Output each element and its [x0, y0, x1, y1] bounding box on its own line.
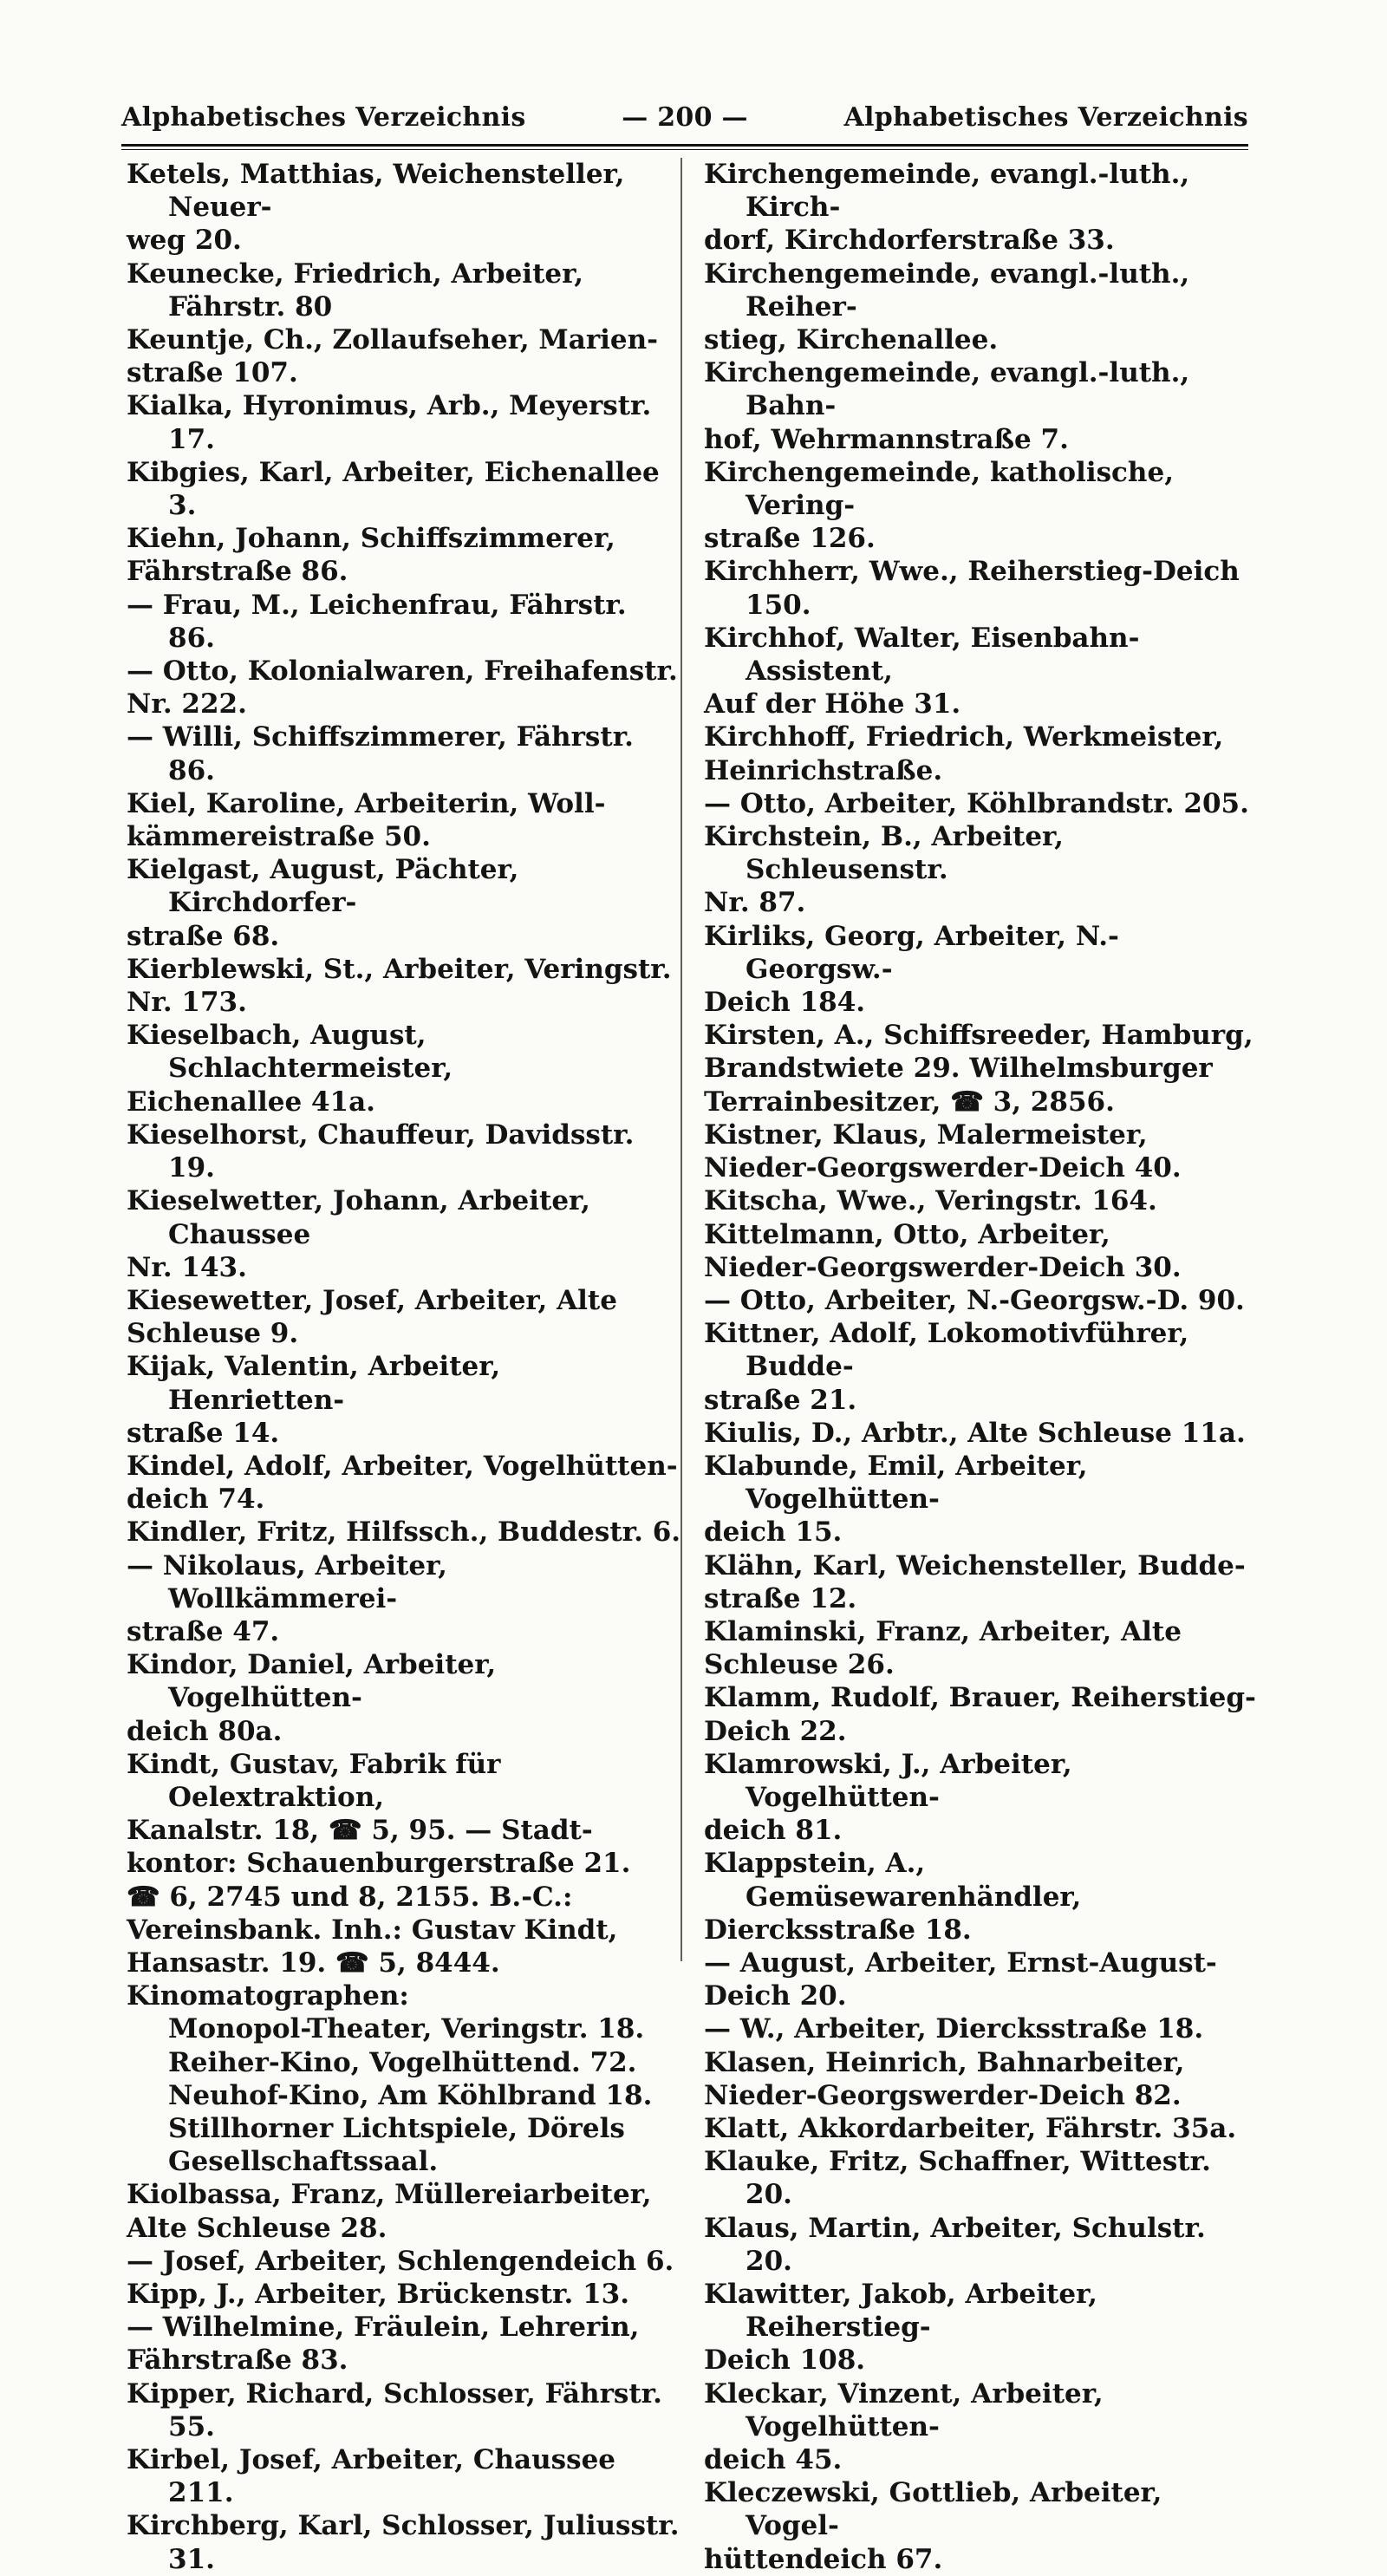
entry-line: straße 14. [127, 1417, 280, 1449]
entry-line: Kirchhof, Walter, Eisenbahn-Assistent, [704, 622, 1140, 688]
entry-line: straße 126. [704, 523, 876, 555]
entry-line: deich 81. [704, 1815, 843, 1847]
directory-entry [704, 1450, 1259, 1549]
directory-entry [127, 522, 681, 588]
left-column [127, 158, 681, 2576]
directory-entry [127, 2377, 681, 2443]
entry-line: Nr. 222. [127, 688, 247, 721]
directory-entry [127, 655, 681, 721]
entry-line: Heinrichstraße. [704, 754, 943, 786]
directory-entry [127, 2079, 681, 2112]
directory-entry [704, 1317, 1259, 1417]
entry-line: Deich 184. [704, 987, 866, 1019]
entry-line: Fährstraße 83. [127, 2344, 348, 2377]
entry-line: Kialka, Hyronimus, Arb., Meyerstr. 17. [127, 390, 652, 455]
directory-entry [704, 1681, 1259, 1747]
entry-line: Klawitter, Jakob, Arbeiter, Reiherstieg- [704, 2279, 1097, 2344]
entry-line: Schleuse 9. [127, 1318, 299, 1350]
directory-entry [704, 1947, 1259, 2012]
directory-entry [704, 1417, 1259, 1450]
entry-line: — Willi, Schiffszimmerer, Fährstr. 86. [127, 721, 634, 786]
directory-entry [127, 1748, 681, 1979]
directory-entry [127, 2112, 681, 2178]
header-right-title: Alphabetisches Verzeichnis [843, 102, 1248, 133]
entry-line: Kirchberg, Karl, Schlosser, Juliusstr. 31. [127, 2510, 680, 2575]
directory-entry [704, 2278, 1259, 2377]
directory-entry [127, 1284, 681, 1350]
entry-line: Nr. 173. [127, 987, 247, 1019]
entry-line: Kirchengemeinde, evangl.-luth., Reiher- [704, 258, 1190, 323]
entry-line: Deich 20. [704, 1980, 847, 2012]
entry-line: Kirchhoff, Friedrich, Werkmeister, [704, 721, 1224, 753]
entry-line: Auf der Höhe 31. [704, 688, 961, 721]
entry-line: Kiehn, Johann, Schiffszimmerer, [127, 523, 615, 555]
entry-line: Kanalstr. 18, ☎ 5, 95. — Stadt- [127, 1815, 593, 1847]
entry-line: Kirchstein, B., Arbeiter, Schleusenstr. [704, 821, 1064, 886]
entry-line: — W., Arbeiter, Diercksstraße 18. [704, 2013, 1204, 2045]
entry-line: Kittelmann, Otto, Arbeiter, [704, 1218, 1110, 1250]
entry-line: Ketels, Matthias, Weichensteller, Neuer- [127, 159, 625, 224]
entry-line: Reiher-Kino, Vogelhüttend. 72. [168, 2046, 637, 2078]
header-rule-thin [121, 149, 1248, 150]
entry-line: — August, Arbeiter, Ernst-August- [704, 1947, 1217, 1979]
entry-line: Kindor, Daniel, Arbeiter, Vogelhütten- [127, 1649, 497, 1714]
directory-entry [704, 787, 1259, 820]
entry-line: Kipper, Richard, Schlosser, Fährstr. 55. [127, 2377, 662, 2442]
directory-entry [704, 721, 1259, 786]
entry-line: Klatt, Akkordarbeiter, Fährstr. 35a. [704, 2112, 1237, 2144]
entry-line: Klappstein, A., Gemüsewarenhändler, [704, 1848, 1082, 1913]
entry-line: deich 45. [704, 2444, 843, 2476]
entry-line: dorf, Kirchdorferstraße 33. [704, 225, 1115, 257]
entry-line: Klähn, Karl, Weichensteller, Budde- [704, 1549, 1246, 1581]
entry-line: ☎ 6, 2745 und 8, 2155. B.-C.: [127, 1881, 573, 1913]
directory-entry [704, 2377, 1259, 2477]
entry-line: Kirchengemeinde, evangl.-luth., Bahn- [704, 357, 1190, 422]
entry-line: Monopol-Theater, Veringstr. 18. [168, 2013, 645, 2045]
directory-entry [127, 1450, 681, 1516]
entry-line: — Otto, Kolonialwaren, Freihafenstr. [127, 655, 678, 688]
entry-line: Kindt, Gustav, Fabrik für Oelextraktion, [127, 1748, 501, 1813]
entry-line: Kistner, Klaus, Malermeister, [704, 1118, 1148, 1151]
entry-line: Keuntje, Ch., Zollaufseher, Marien- [127, 324, 659, 356]
directory-entry [704, 258, 1259, 357]
entry-line: — Otto, Arbeiter, Köhlbrandstr. 205. [704, 787, 1249, 819]
entry-line: — Wilhelmine, Fräulein, Lehrerin, [127, 2312, 640, 2344]
entry-line: Kiolbassa, Franz, Müllereiarbeiter, [127, 2179, 652, 2211]
directory-entry [704, 1847, 1259, 1947]
entry-line: Kitscha, Wwe., Veringstr. 164. [704, 1185, 1157, 1217]
directory-entry [127, 787, 681, 853]
entry-line: weg 20. [127, 225, 242, 257]
directory-entry [127, 2012, 681, 2045]
directory-entry [127, 1648, 681, 1748]
entry-line: hof, Wehrmannstraße 7. [704, 423, 1069, 455]
entry-line: Kiesewetter, Josef, Arbeiter, Alte [127, 1284, 617, 1316]
directory-entry [704, 1118, 1259, 1184]
directory-entry [704, 1748, 1259, 1848]
entry-line: straße 47. [127, 1615, 280, 1647]
entry-line: Klaus, Martin, Arbeiter, Schulstr. 20. [704, 2212, 1206, 2277]
entry-line: deich 15. [704, 1516, 843, 1549]
entry-line: Deich 108. [704, 2344, 866, 2377]
entry-line: Kijak, Valentin, Arbeiter, Henrietten- [127, 1351, 501, 1416]
entry-line: — Nikolaus, Arbeiter, Wollkämmerei- [127, 1549, 447, 1614]
entry-line: Gesellschaftssaal. [168, 2146, 439, 2178]
directory-entry [704, 920, 1259, 1020]
entry-line: hüttendeich 67. [704, 2543, 943, 2575]
entry-line: Vereinsbank. Inh.: Gustav Kindt, [127, 1914, 618, 1946]
directory-entry [127, 158, 681, 258]
entry-line: Brandstwiete 29. Wilhelmsburger [704, 1053, 1213, 1085]
entry-line: kämmereistraße 50. [127, 821, 431, 853]
directory-entry [704, 456, 1259, 556]
entry-line: Deich 22. [704, 1715, 847, 1747]
entry-line: Hansastr. 19. ☎ 5, 8444. [127, 1947, 500, 1979]
page-header [121, 102, 1248, 142]
directory-entry [127, 2046, 681, 2079]
entry-line: Kierblewski, St., Arbeiter, Veringstr. [127, 953, 672, 985]
entry-line: Klasen, Heinrich, Bahnarbeiter, [704, 2046, 1185, 2078]
directory-entry [127, 2245, 681, 2278]
entry-line: kontor: Schauenburgerstraße 21. [127, 1848, 631, 1880]
directory-entry [704, 2476, 1259, 2576]
entry-line: Kinomatographen: [127, 1980, 409, 2012]
entry-line: Nieder-Georgswerder-Deich 30. [704, 1251, 1182, 1283]
entry-line: Klabunde, Emil, Arbeiter, Vogelhütten- [704, 1450, 1088, 1516]
header-rule [121, 144, 1248, 147]
entry-line: Klaminski, Franz, Arbeiter, Alte [704, 1615, 1182, 1647]
entry-line: Klamm, Rudolf, Brauer, Reiherstieg- [704, 1682, 1256, 1714]
entry-line: Nr. 87. [704, 887, 806, 919]
entry-line: Kittner, Adolf, Lokomotivführer, Budde- [704, 1318, 1189, 1383]
page-number: — 200 — [622, 102, 748, 133]
directory-entry [127, 258, 681, 323]
entry-line: Klamrowski, J., Arbeiter, Vogelhütten- [704, 1748, 1072, 1813]
directory-entry [704, 2145, 1259, 2211]
directory-entry [127, 721, 681, 786]
directory-entry [704, 2112, 1259, 2145]
entry-line: straße 107. [127, 357, 298, 389]
entry-line: — Otto, Arbeiter, N.-Georgsw.-D. 90. [704, 1284, 1245, 1316]
directory-entry [127, 2443, 681, 2509]
entry-line: Kindel, Adolf, Arbeiter, Vogelhütten- [127, 1450, 678, 1482]
directory-entry [704, 1549, 1259, 1615]
entry-line: Kieselbach, August, Schlachtermeister, [127, 1020, 453, 1085]
entry-line: Nieder-Georgswerder-Deich 82. [704, 2079, 1182, 2111]
entry-line: Kieselhorst, Chauffeur, Davidsstr. 19. [127, 1118, 635, 1184]
entry-line: Nr. 143. [127, 1251, 247, 1283]
directory-entry [127, 2278, 681, 2311]
entry-line: Kiel, Karoline, Arbeiterin, Woll- [127, 787, 606, 819]
directory-entry [704, 555, 1259, 621]
directory-entry [127, 1184, 681, 1284]
entry-line: Keunecke, Friedrich, Arbeiter, Fährstr. 80 [127, 258, 583, 323]
entry-line: deich 80a. [127, 1715, 283, 1747]
entry-line: Nieder-Georgswerder-Deich 40. [704, 1152, 1182, 1184]
directory-entry [704, 1615, 1259, 1681]
entry-line: straße 21. [704, 1384, 857, 1416]
entry-line: Kleczewski, Gottlieb, Arbeiter, Vogel- [704, 2477, 1162, 2542]
entry-line: Fährstraße 86. [127, 556, 348, 588]
directory-entry [127, 2509, 681, 2575]
entry-line: Kielgast, August, Pächter, Kirchdorfer- [127, 854, 519, 919]
directory-entry [127, 323, 681, 389]
entry-line: Kiulis, D., Arbtr., Alte Schleuse 11a. [704, 1417, 1246, 1449]
entry-line: Kipp, J., Arbeiter, Brückenstr. 13. [127, 2279, 630, 2310]
entry-line: Klauke, Fritz, Schaffner, Wittestr. 20. [704, 2146, 1211, 2211]
directory-entry [127, 1516, 681, 1549]
entry-line: — Josef, Arbeiter, Schlengendeich 6. [127, 2245, 674, 2277]
entry-line: Kirchherr, Wwe., Reiherstieg-Deich 150. [704, 556, 1240, 621]
directory-entry [704, 622, 1259, 721]
directory-entry [704, 356, 1259, 456]
directory-entry [127, 389, 681, 455]
entry-line: Alte Schleuse 28. [127, 2212, 387, 2244]
header-left-title: Alphabetisches Verzeichnis [121, 102, 526, 133]
entry-line: Diercksstraße 18. [704, 1914, 972, 1946]
directory-entry [704, 1218, 1259, 1284]
directory-entry [127, 589, 681, 655]
directory-entry [704, 820, 1259, 920]
directory-entry [704, 2012, 1259, 2045]
entry-line: Kirsten, A., Schiffsreeder, Hamburg, [704, 1020, 1254, 1052]
entry-line: — Frau, M., Leichenfrau, Fährstr. 86. [127, 589, 627, 654]
directory-entry [704, 158, 1259, 258]
directory-entry [127, 953, 681, 1019]
directory-entry [704, 1284, 1259, 1317]
directory-entry [127, 853, 681, 953]
directory-entry [127, 2178, 681, 2244]
entry-line: stieg, Kirchenallee. [704, 324, 999, 356]
entry-line: Kindler, Fritz, Hilfssch., Buddestr. 6. [127, 1516, 681, 1549]
entry-line: Kieselwetter, Johann, Arbeiter, Chaussee [127, 1185, 590, 1250]
entry-line: Terrainbesitzer, ☎ 3, 2856. [704, 1086, 1115, 1118]
directory-entry [127, 1118, 681, 1184]
directory-entry [127, 1019, 681, 1118]
directory-entry [127, 1979, 681, 2012]
entry-line: Stillhorner Lichtspiele, Dörels [168, 2112, 625, 2144]
entry-line: Eichenallee 41a. [127, 1086, 375, 1118]
entry-line: Kirbel, Josef, Arbeiter, Chaussee 211. [127, 2444, 616, 2509]
entry-line: Kibgies, Karl, Arbeiter, Eichenallee 3. [127, 456, 660, 522]
entry-line: Kirliks, Georg, Arbeiter, N.-Georgsw.- [704, 920, 1119, 985]
directory-entry [704, 2212, 1259, 2278]
entry-line: straße 12. [704, 1582, 857, 1614]
directory-entry [127, 1350, 681, 1450]
directory-entry [704, 1184, 1259, 1217]
directory-entry [127, 2311, 681, 2377]
column-divider [680, 158, 682, 1961]
directory-entry [127, 1549, 681, 1649]
directory-entry [704, 2046, 1259, 2112]
entry-line: Kirchengemeinde, evangl.-luth., Kirch- [704, 159, 1190, 224]
directory-entry [704, 1019, 1259, 1118]
entry-line: Schleuse 26. [704, 1649, 895, 1681]
entry-line: Kirchengemeinde, katholische, Vering- [704, 456, 1174, 522]
entry-line: deich 74. [127, 1484, 265, 1516]
entry-line: Kleckar, Vinzent, Arbeiter, Vogelhütten- [704, 2377, 1104, 2442]
directory-entry [127, 456, 681, 522]
entry-line: straße 68. [127, 920, 280, 952]
entry-line: Neuhof-Kino, Am Köhlbrand 18. [168, 2079, 653, 2111]
right-column [704, 158, 1259, 2576]
